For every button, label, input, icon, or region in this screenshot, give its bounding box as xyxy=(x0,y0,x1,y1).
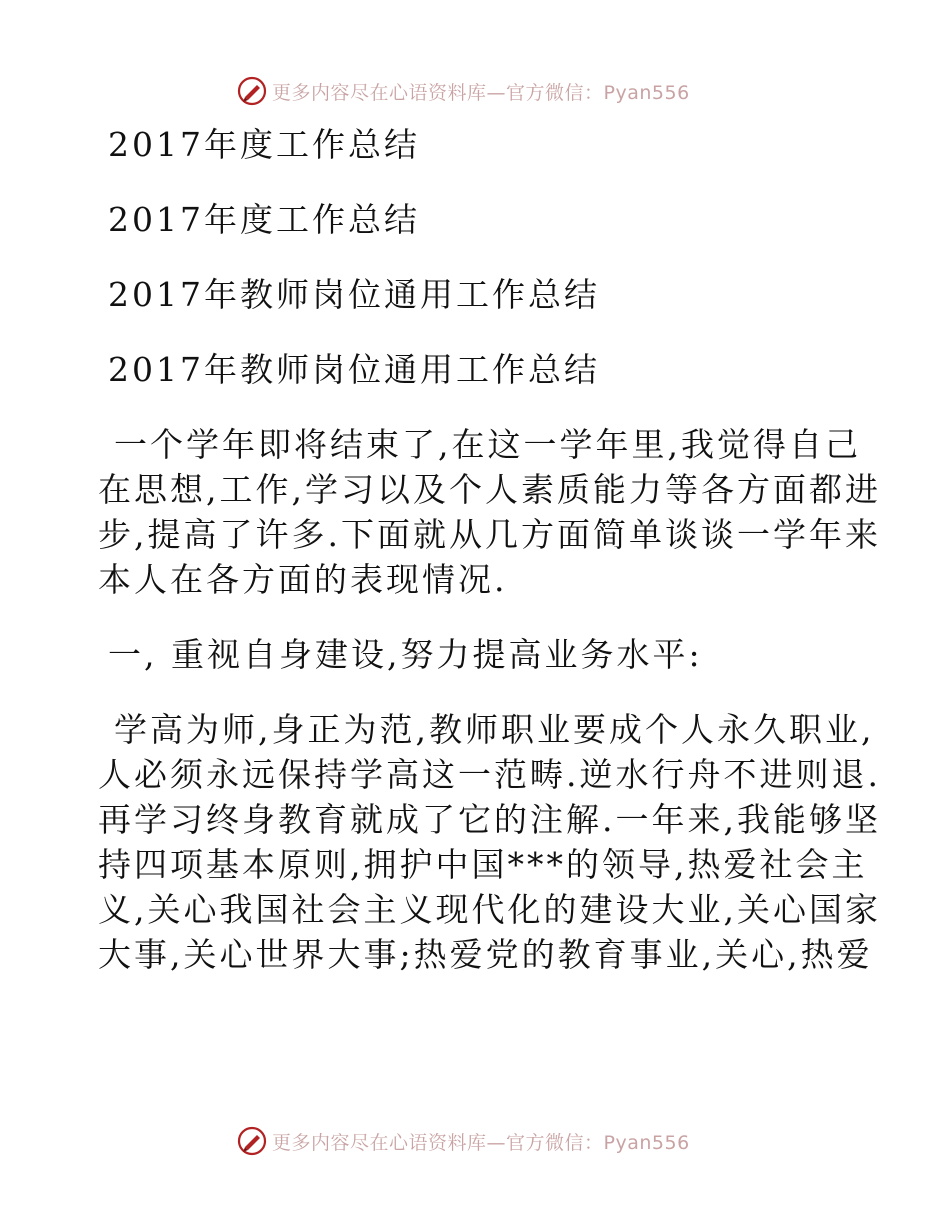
wechat-id: Pyan556 xyxy=(603,81,690,104)
pen-logo-icon xyxy=(236,75,268,107)
footer-banner xyxy=(236,1124,690,1158)
paragraph-line: 学高为师,身正为范,教师职业要成个人永久职业, xyxy=(114,710,875,749)
banner-text: 更多内容尽在心语资料库—官方微信：Pyan556 xyxy=(272,1131,690,1154)
paragraph-line: 持四项基本原则,拥护中国***的领导,热爱社会主 xyxy=(98,845,868,884)
document-heading: 2017年度工作总结 xyxy=(108,125,420,164)
intro-paragraph xyxy=(98,422,881,602)
body-paragraph xyxy=(98,707,881,977)
document-heading: 2017年度工作总结 xyxy=(108,200,420,239)
document-heading: 2017年教师岗位通用工作总结 xyxy=(108,350,600,389)
paragraph-line: 大事,关心世界大事;热爱党的教育事业,关心,热爱 xyxy=(98,935,873,974)
paragraph-line: 一个学年即将结束了,在这一学年里,我觉得自己 xyxy=(114,425,861,464)
header-banner xyxy=(236,74,690,108)
paragraph-line: 步,提高了许多.下面就从几方面简单谈谈一学年来 xyxy=(98,515,881,554)
paragraph-line: 本人在各方面的表现情况. xyxy=(98,560,508,599)
paragraph-line: 人必须永远保持学高这一范畴.逆水行舟不进则退. xyxy=(98,755,881,794)
paragraph-line: 在思想,工作,学习以及个人素质能力等各方面都进 xyxy=(98,470,881,509)
paragraph-line: 再学习终身教育就成了它的注解.一年来,我能够坚 xyxy=(98,800,881,839)
wechat-id: Pyan556 xyxy=(603,1131,690,1154)
document-heading: 2017年教师岗位通用工作总结 xyxy=(108,275,600,314)
document-body xyxy=(98,122,881,1007)
pen-logo-icon xyxy=(236,1125,268,1157)
section-title: 一, 重视自身建设,努力提高业务水平: xyxy=(108,635,703,674)
banner-text: 更多内容尽在心语资料库—官方微信：Pyan556 xyxy=(272,81,690,104)
paragraph-line: 义,关心我国社会主义现代化的建设大业,关心国家 xyxy=(98,890,881,929)
